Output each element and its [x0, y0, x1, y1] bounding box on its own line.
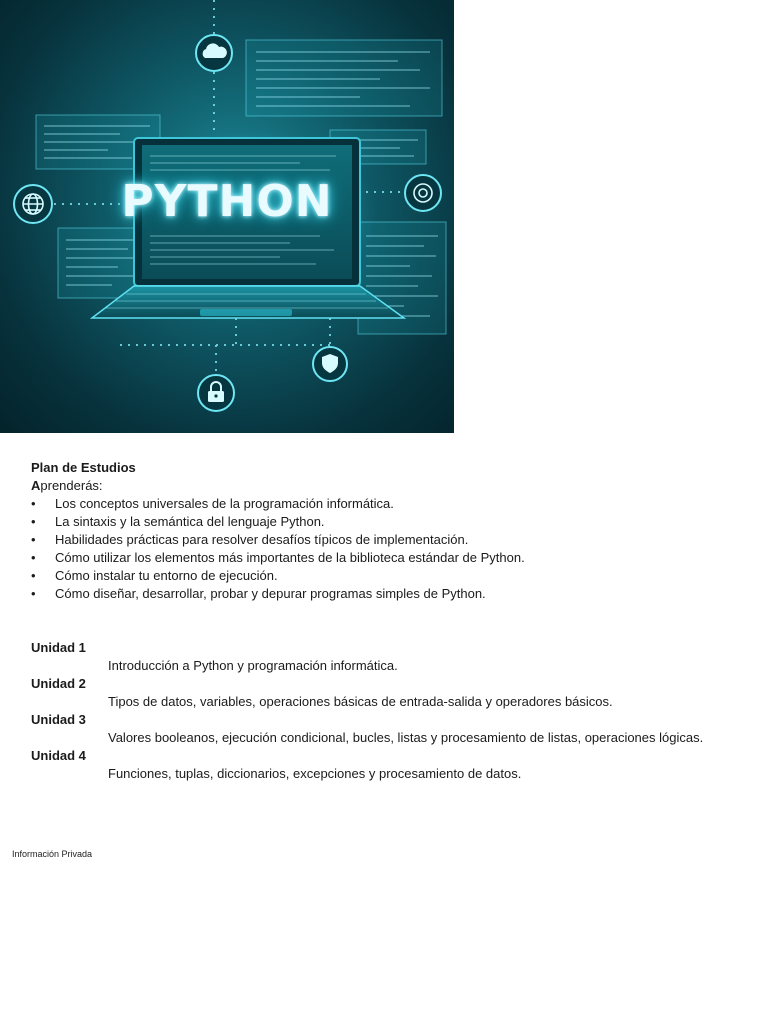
- unit-3-description: Valores booleanos, ejecución condicional, bucles, listas y procesamiento de listas, operaciones lógicas.: [108, 730, 704, 745]
- list-item: [31, 567, 751, 585]
- unit-3-title: Unidad 3: [31, 712, 86, 727]
- learn-heading-rest: prenderás:: [40, 478, 103, 493]
- bullet: •: [31, 532, 36, 547]
- bullet: •: [31, 568, 36, 583]
- list-item: [31, 495, 751, 513]
- plan-title: Plan de Estudios: [31, 460, 136, 475]
- list-item: [31, 513, 751, 531]
- bullet: •: [31, 586, 36, 601]
- objective-text: La sintaxis y la semántica del lenguaje Python.: [55, 514, 325, 529]
- footer-label: Información Privada: [12, 849, 93, 859]
- unit-4-title: Unidad 4: [31, 748, 86, 763]
- hero-title: PYTHON: [121, 176, 333, 227]
- objective-text: Los conceptos universales de la programación informática.: [55, 496, 394, 511]
- unit-4-description: Funciones, tuplas, diccionarios, excepciones y procesamiento de datos.: [108, 766, 522, 781]
- list-item: [31, 549, 751, 567]
- objective-text: Cómo utilizar los elementos más importantes de la biblioteca estándar de Python.: [55, 550, 525, 565]
- objective-text: Habilidades prácticas para resolver desafíos típicos de implementación.: [55, 532, 469, 547]
- bullet: •: [31, 550, 36, 565]
- objectives-list: [31, 495, 751, 603]
- bullet: •: [31, 496, 36, 511]
- units-list: [31, 639, 751, 783]
- unit-2-title: Unidad 2: [31, 676, 86, 691]
- list-item: [31, 531, 751, 549]
- bullet: •: [31, 514, 36, 529]
- hero-image: [0, 0, 454, 433]
- objective-text: Cómo instalar tu entorno de ejecución.: [55, 568, 278, 583]
- curriculum-section: [31, 459, 751, 783]
- unit-1-description: Introducción a Python y programación informática.: [108, 658, 398, 673]
- list-item: [31, 585, 751, 603]
- unit-2-description: Tipos de datos, variables, operaciones básicas de entrada-salida y operadores básicos.: [108, 694, 613, 709]
- unit-1-title: Unidad 1: [31, 640, 86, 655]
- learn-heading: [31, 477, 751, 495]
- objective-text: Cómo diseñar, desarrollar, probar y depurar programas simples de Python.: [55, 586, 486, 601]
- learn-heading-initial: A: [31, 478, 41, 493]
